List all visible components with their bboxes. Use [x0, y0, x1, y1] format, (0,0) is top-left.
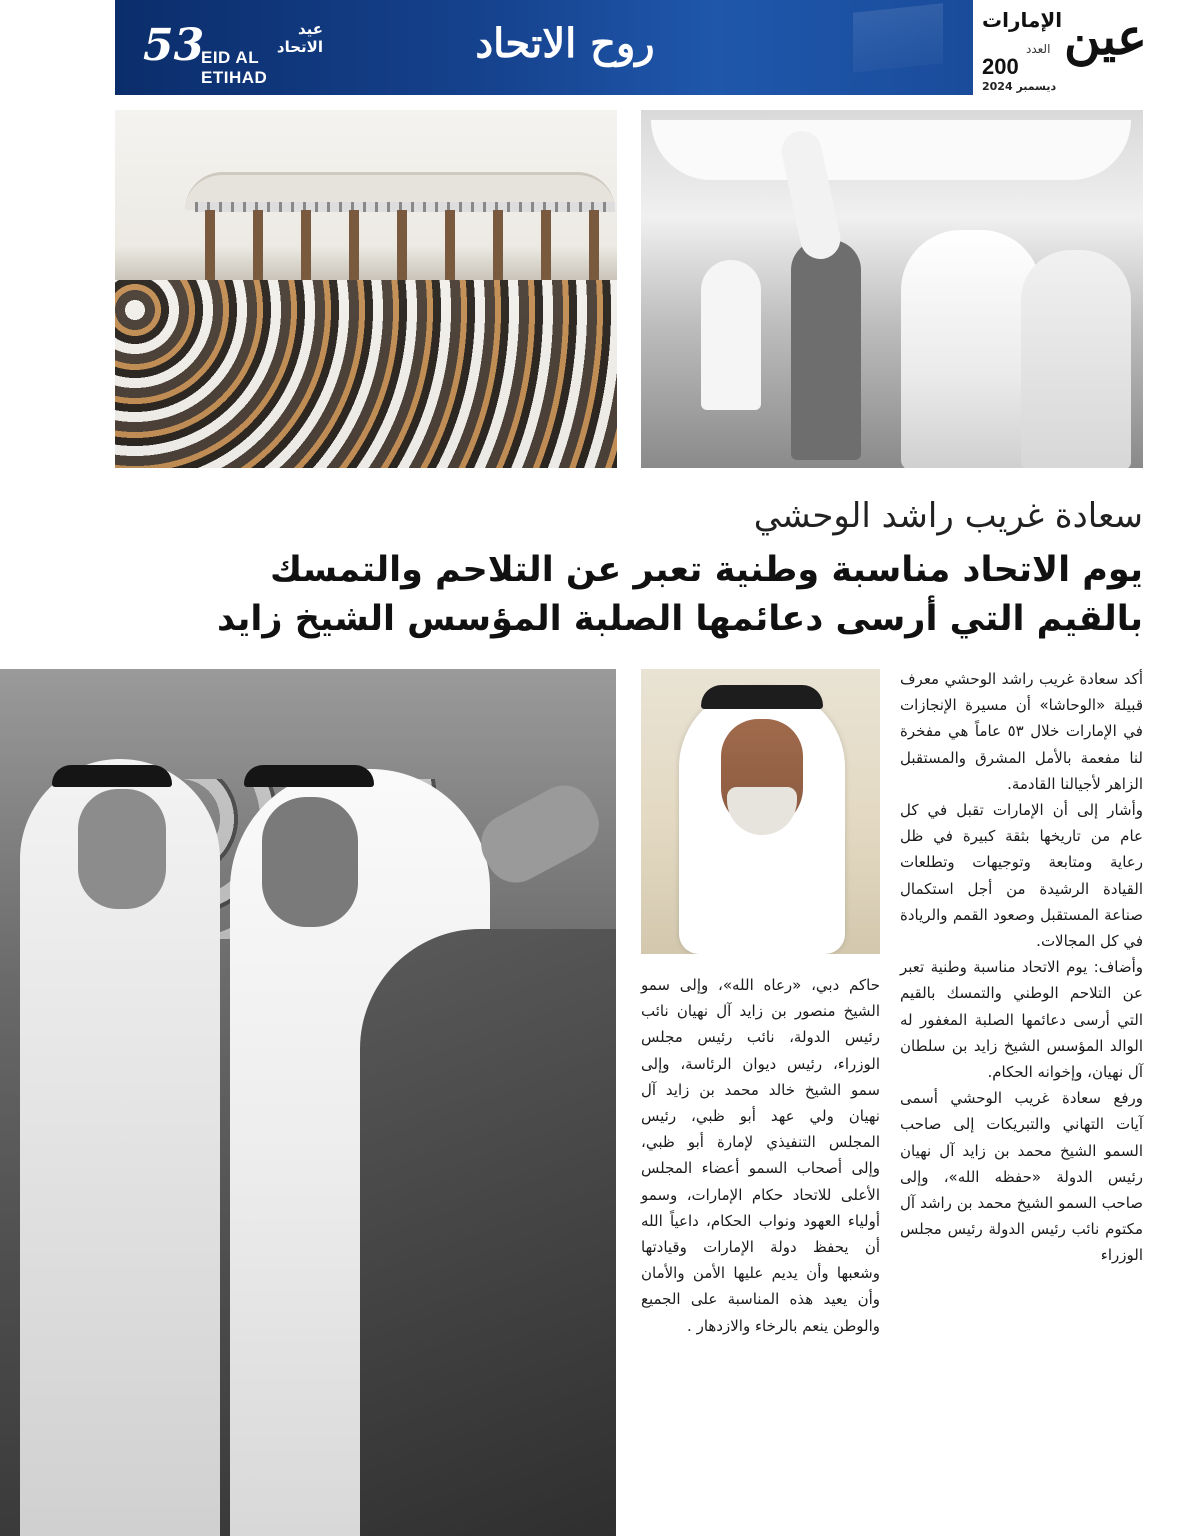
flag-graphic [853, 3, 943, 72]
logo-ain: عين [1064, 7, 1147, 66]
portrait-agal [701, 685, 823, 709]
eid-badge [143, 20, 323, 87]
paragraph: ورفع سعادة غريب الوحشي أسمى آيات التهاني والتبريكات إلى صاحب السمو الشيخ محمد بن زايد آل نهيان رئيس الدولة «حفظه الله»، وإلى صاحب السمو الشيخ محمد بن راشد آل مكتوم نائب رئيس الدولة رئيس مجلس الوزراء [900, 1089, 1143, 1265]
left-figure-face [78, 789, 166, 909]
headline-line-1: يوم الاتحاد مناسبة وطنية تعبر عن التلاحم والتمسك [269, 550, 1143, 590]
arch-canopy [651, 120, 1131, 180]
pavilion-pillars [205, 210, 615, 280]
founders-archive-photo [0, 669, 616, 1536]
pointing-hand [471, 775, 610, 893]
article-byline: سعادة غريب راشد الوحشي [753, 496, 1143, 536]
headline-line-2: بالقيم التي أرسى دعائمها الصلبة المؤسس الشيخ زايد [217, 599, 1143, 639]
magazine-logo [980, 0, 1199, 100]
uniformed-figure [791, 240, 861, 460]
main-figure [901, 230, 1041, 468]
article-column-right [900, 666, 1143, 1269]
eid-number: 53 [143, 20, 205, 71]
issue-number: 200 [982, 54, 1019, 79]
sheikh-waving-photo [641, 110, 1143, 468]
background-figure [701, 260, 761, 410]
issue-date: ديسمبر 2024 [982, 80, 1057, 93]
paragraph: أكد سعادة غريب راشد الوحشي معرف قبيلة «الوحاشا» أن مسيرة الإنجازات في الإمارات خلال ٥٣ عاماً هي مفخرة لنا مفعمة بالأمل المشرق والمستقبل الزاهر لأجيالنا القادمة. [900, 670, 1143, 793]
side-figure [1021, 250, 1131, 468]
masthead [0, 0, 1199, 100]
crowd-pavilion-photo [115, 110, 617, 468]
issue-label: العدد [1026, 42, 1051, 56]
logo-emirates: الإمارات [982, 8, 1063, 32]
eid-banner [115, 0, 973, 95]
paragraph: وأضاف: يوم الاتحاد مناسبة وطنية تعبر عن التلاحم الوطني والتمسك بالقيم التي أرسى دعائمها الصلبة المغفور له الوالد المؤسس الشيخ زايد بن سلطان آل نهيان، وإخوانه الحكام. [900, 958, 1143, 1082]
left-figure-agal [52, 765, 172, 787]
center-figure-face [262, 797, 358, 927]
eid-arabic-label: عيد الاتحاد [276, 20, 323, 56]
article-headline [63, 546, 1143, 644]
paragraph: حاكم دبي، «رعاه الله»، وإلى سمو الشيخ منصور بن زايد آل نهيان نائب رئيس الدولة، نائب رئيس مجلس الوزراء، رئيس ديوان الرئاسة، وإلى سمو الشيخ خالد محمد بن زايد آل نهيان ولي عهد أبو ظبي، رئيس المجلس التنفيذي لإمارة أبو ظبي، وإلى أصحاب السمو أعضاء المجلس الأعلى للاتحاد حكام الإمارات، وسمو أولياء العهود ونواب الحكام، داعياً الله أن يحفظ دولة الإمارات وقيادتها وشعبها وأن يديم عليها الأمن والأمان وأن يعيد هذه المناسبة على الجميع والوطن ينعم بالرخاء والازدهار . [641, 976, 880, 1335]
paragraph: وأشار إلى أن الإمارات تقبل في كل عام من تاريخها بثقة كبيرة في ظل رعاية ومتابعة وتوجيهات وتطلعات القيادة الرشيدة من أجل استكمال صناعة المستقبل وصعود القمم والريادة في كل المجالات. [900, 801, 1143, 951]
crowd [115, 280, 617, 468]
center-figure-agal [244, 765, 374, 787]
author-portrait [641, 669, 880, 954]
article-column-middle [641, 972, 880, 1339]
dark-cloak [360, 929, 616, 1536]
spirit-of-union-title: روح الاتحاد [475, 20, 655, 67]
eid-english-label: EID AL ETIHAD [201, 48, 268, 87]
